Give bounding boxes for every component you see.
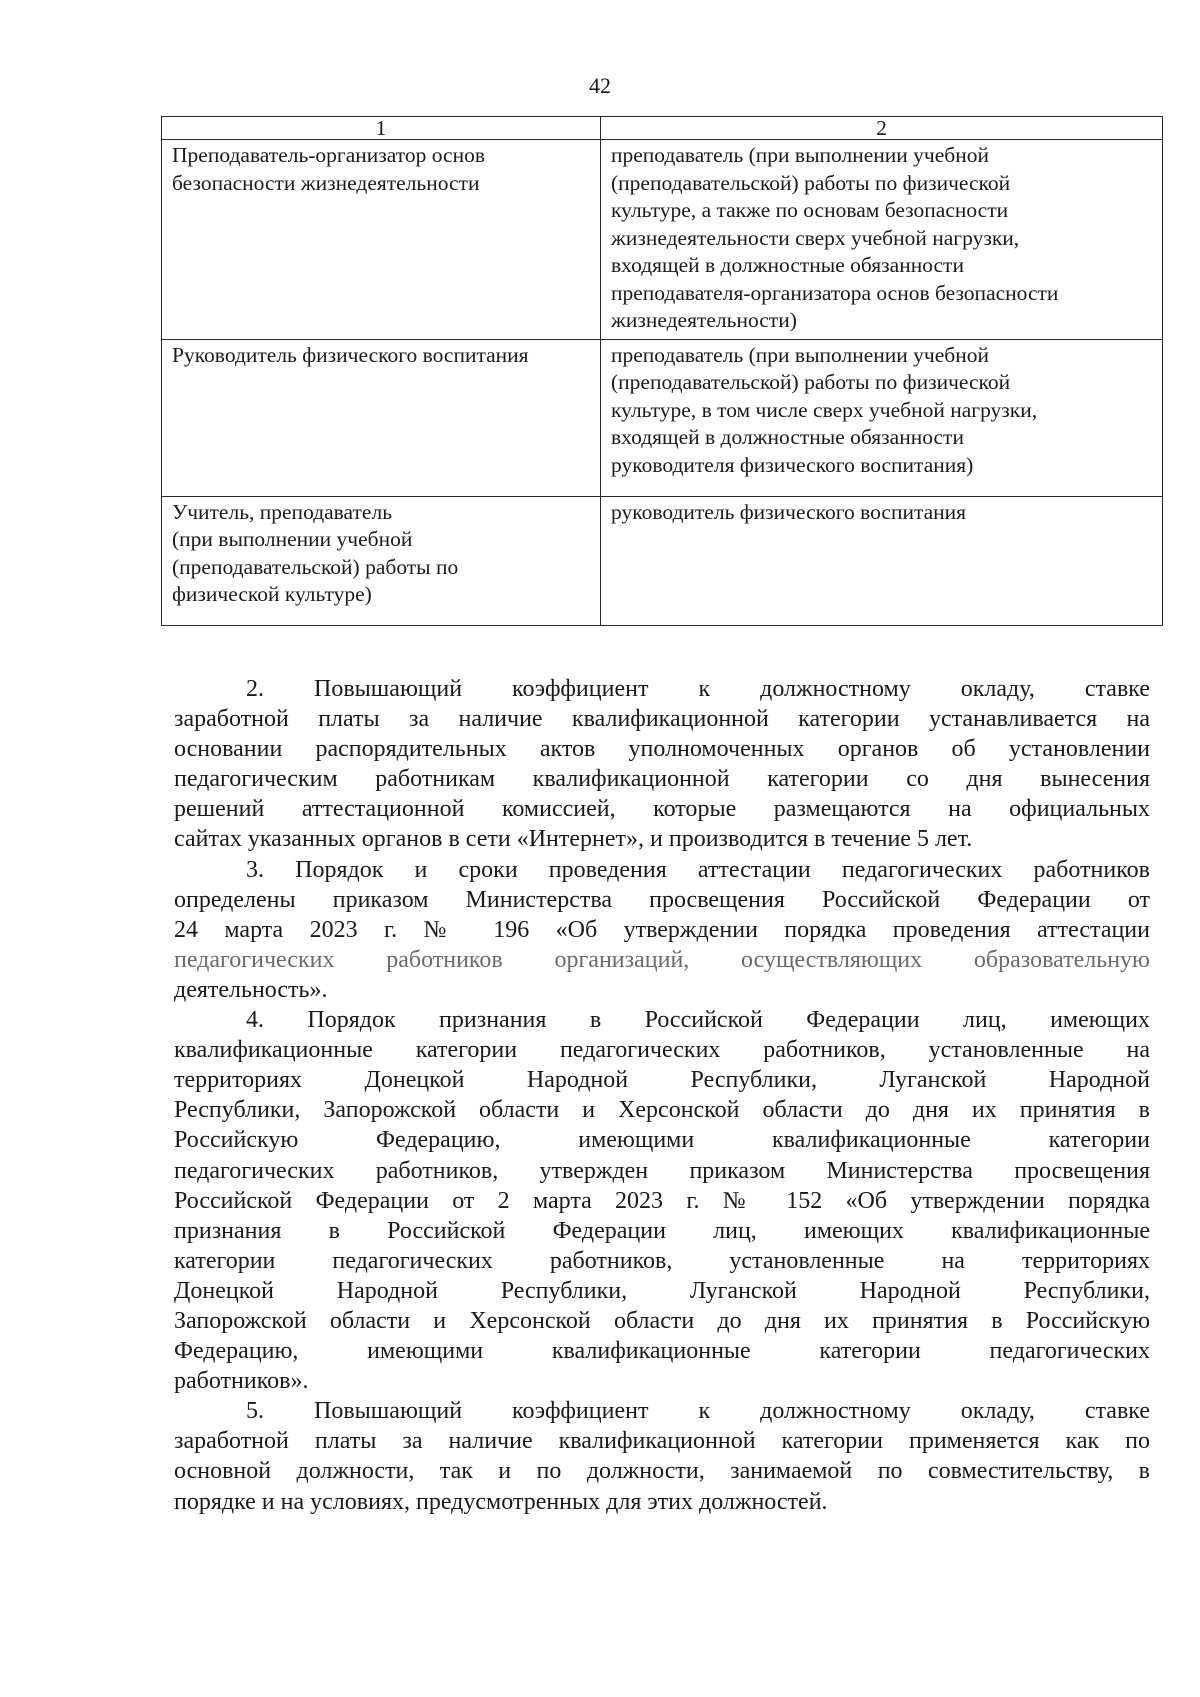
cell-text-line: входящей в должностные обязанности — [611, 253, 964, 277]
cell-text-line: руководитель физического воспитания — [611, 499, 967, 524]
cell-text-line: Преподаватель-организатор основ — [172, 143, 485, 167]
text-line: признания в Российской Федерации лиц, имеющих квалификационные — [174, 1217, 1150, 1244]
paragraph-4 — [174, 1005, 1150, 1396]
text-line: заработной платы за наличие квалификационной категории применяется как по — [174, 1428, 1150, 1455]
text-line: 24 марта 2023 г. № 196 «Об утверждении порядка проведения аттестации — [174, 916, 1150, 943]
text-line: Федерацию, имеющими квалификационные категории педагогических — [174, 1338, 1150, 1365]
text-line: Запорожской области и Херсонской области до дня их принятия в Российскую — [174, 1307, 1150, 1334]
text-line: 3. Порядок и сроки проведения аттестации педагогических работников — [246, 856, 1150, 883]
cell-text-line: Руководитель физического воспитания — [172, 342, 529, 367]
text-line: квалификационные категории педагогических работников, установленные на — [174, 1037, 1150, 1064]
cell-text-line: (преподавательской) работы по физической — [611, 170, 1011, 195]
text-line: заработной платы за наличие квалификационной категории устанавливается на — [174, 706, 1150, 733]
table-cell-position — [162, 339, 601, 496]
cell-text-line: руководителя физического воспитания) — [611, 452, 974, 477]
text-line: работников». — [174, 1368, 309, 1395]
table-cell-equivalent — [601, 339, 1163, 496]
text-line: территориях Донецкой Народной Республики, Луганской Народной — [174, 1067, 1150, 1094]
text-line: основании распорядительных актов уполномоченных органов об установлении — [174, 736, 1150, 763]
cell-text-line: жизнедеятельности сверх учебной нагрузки, — [611, 225, 1020, 250]
text-line: Российской Федерации от 2 марта 2023 г. № 152 «Об утверждении порядка — [174, 1187, 1150, 1214]
text-line: педагогических работников организаций, осуществляющих образовательную — [174, 946, 1150, 973]
text-line: сайтах указанных органов в сети «Интернет», и производится в течение 5 лет. — [174, 826, 973, 853]
cell-text-line: преподаватель (при выполнении учебной — [611, 143, 989, 167]
cell-text-line: культуре, в том числе сверх учебной нагрузки, — [611, 397, 1038, 422]
cell-text-line: (преподавательской) работы по физической — [611, 370, 1011, 394]
text-line: 4. Порядок признания в Российской Федерации лиц, имеющих — [246, 1007, 1150, 1034]
text-line: 5. Повышающий коэффициент к должностному окладу, ставке — [246, 1398, 1150, 1425]
table-cell-position — [162, 496, 601, 625]
table-row — [162, 339, 1163, 496]
table-row — [162, 140, 1163, 340]
text-line: Донецкой Народной Республики, Луганской Народной Республики, — [174, 1277, 1150, 1304]
text-line: педагогическим работникам квалификационной категории со дня вынесения — [174, 766, 1150, 793]
table-header-cell: 1 — [162, 117, 601, 140]
cell-text-line: (преподавательской) работы по — [172, 554, 459, 579]
text-line: решений аттестационной комиссией, которые размещаются на официальных — [174, 796, 1150, 823]
table-cell-equivalent — [601, 140, 1163, 340]
text-line: Российскую Федерацию, имеющими квалификационные категории — [174, 1127, 1150, 1154]
cell-text-line: физической культуре) — [172, 582, 372, 606]
cell-text-line: Учитель, преподаватель — [172, 499, 393, 524]
text-line: порядке и на условиях, предусмотренных для этих должностей. — [174, 1488, 828, 1515]
table-row — [162, 496, 1163, 625]
cell-text-line: безопасности жизнедеятельности — [172, 170, 480, 195]
positions-table — [161, 116, 1163, 626]
text-line: категории педагогических работников, установленные на территориях — [174, 1247, 1150, 1274]
text-line: педагогических работников, утвержден приказом Министерства просвещения — [174, 1157, 1150, 1184]
table-header-cell: 2 — [601, 117, 1163, 140]
cell-text-line: жизнедеятельности) — [611, 308, 797, 332]
cell-text-line: культуре, а также по основам безопасности — [611, 198, 1009, 222]
text-line: Республики, Запорожской области и Херсонской области до дня их принятия в — [174, 1097, 1150, 1124]
table-cell-position — [162, 140, 601, 340]
text-line: деятельность». — [174, 976, 328, 1003]
text-line: основной должности, так и по должности, занимаемой по совместительству, в — [174, 1458, 1150, 1485]
paragraph-2 — [174, 674, 1150, 855]
paragraph-5 — [174, 1396, 1150, 1516]
paragraph-3 — [174, 855, 1150, 1005]
table-cell-equivalent — [601, 496, 1163, 625]
cell-text-line: преподаватель (при выполнении учебной — [611, 342, 989, 367]
text-line: 2. Повышающий коэффициент к должностному окладу, ставке — [246, 676, 1150, 702]
cell-text-line: преподавателя-организатора основ безопасности — [611, 280, 1059, 305]
body-text — [174, 674, 1150, 1517]
text-line: определены приказом Министерства просвещения Российской Федерации от — [174, 886, 1150, 913]
page-number: 42 — [589, 73, 611, 98]
cell-text-line: (при выполнении учебной — [172, 527, 413, 551]
cell-text-line: входящей в должностные обязанности — [611, 425, 964, 449]
table-header-row — [162, 117, 1163, 140]
